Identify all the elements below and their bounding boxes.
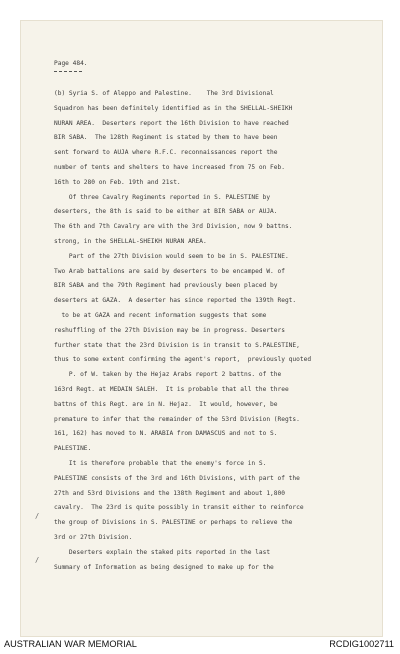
text-line: (b) Syria S. of Aleppo and Palestine. The 3rd Divisional [54,90,274,97]
text-line: BIR SABA and the 79th Regiment had previously been placed by [54,282,278,290]
document-body [54,29,374,575]
text-line: Deserters explain the staked pits reported in the last [54,548,271,556]
text-line: PALESTINE consists of the 3rd and 16th Divisions, with part of the [54,474,300,482]
text-line: number of tents and shelters to have increased from 75 on Feb. [54,163,285,171]
text-line: sent forward to AUJA where R.F.C. reconnaissances report the [54,149,278,157]
text-line: BIR SABA. The 128th Regiment is stated by them to have been [54,134,278,142]
text-line: Two Arab battalions are said by deserters to be encamped W. of [54,267,285,275]
text-line: It is therefore probable that the enemy's force in S. [54,459,267,467]
text-line: 16th to 280 on Feb. 19th and 21st. [54,178,181,186]
text-line: 27th and 53rd Divisions and the 138th Regiment and about 1,800 [54,489,285,497]
footer-record-id: RCDIG1002711 [329,639,394,649]
typed-text-block [54,87,374,575]
text-line: P. of W. taken by the Hejaz Arabs report 2 battns. of the [54,371,282,379]
text-line: further state that the 23rd Division is in transit to S.PALESTINE, [54,341,300,349]
text-line: to be at GAZA and recent information suggests that some [54,311,267,319]
text-line: The 6th and 7th Cavalry are with the 3rd Division, now 9 battns. [54,223,293,231]
text-line: Part of the 27th Division would seem to be in S. PALESTINE. [54,252,289,260]
text-line: Summary of Information as being designed to make up for the [54,563,274,571]
text-line: cavalry. The 23rd is quite possibly in transit either to reinforce [54,504,304,512]
text-line: 161, 162) has moved to N. ARABIA from DAMASCUS and not to S. [54,430,278,438]
page-header [54,29,374,79]
text-line: deserters at GAZA. A deserter has since reported the 139th Regt. [54,297,297,305]
text-line: Squadron has been definitely identified as in the SHELLAL-SHEIKH [54,104,293,112]
text-line: battns of this Regt. are in N. Hejaz. It would, however, be [54,400,278,408]
text-line: PALESTINE. [54,445,92,453]
margin-mark: / [35,512,40,520]
text-line: strong, in the SHELLAL-SHEIKH NURAN AREA. [54,237,207,245]
page-label-underline [54,71,82,72]
text-line: the group of Divisions in S. PALESTINE or perhaps to relieve the [54,519,293,527]
text-line: 3rd or 27th Division. [54,533,133,541]
text-line: 163rd Regt. at MEDAIN SALEH. It is probable that all the three [54,385,289,393]
margin-mark: / [35,556,40,564]
archive-footer [0,636,400,654]
text-line: NURAN AREA. Deserters report the 16th Division to have reached [54,119,289,127]
text-line: Of three Cavalry Regiments reported in S. PALESTINE by [54,193,271,201]
document-page [21,21,382,636]
text-line: deserters, the 8th is said to be either at BIR SABA or AUJA. [54,208,278,216]
text-line: reshuffling of the 27th Division may be in progress. Deserters [54,326,285,334]
footer-institution: AUSTRALIAN WAR MEMORIAL [4,639,137,649]
page-label: Page 484. [54,60,88,67]
text-line: premature to infer that the remainder of the 53rd Division (Regts. [54,415,300,423]
text-line: thus to some extent confirming the agent's report, previously quoted [54,356,312,364]
